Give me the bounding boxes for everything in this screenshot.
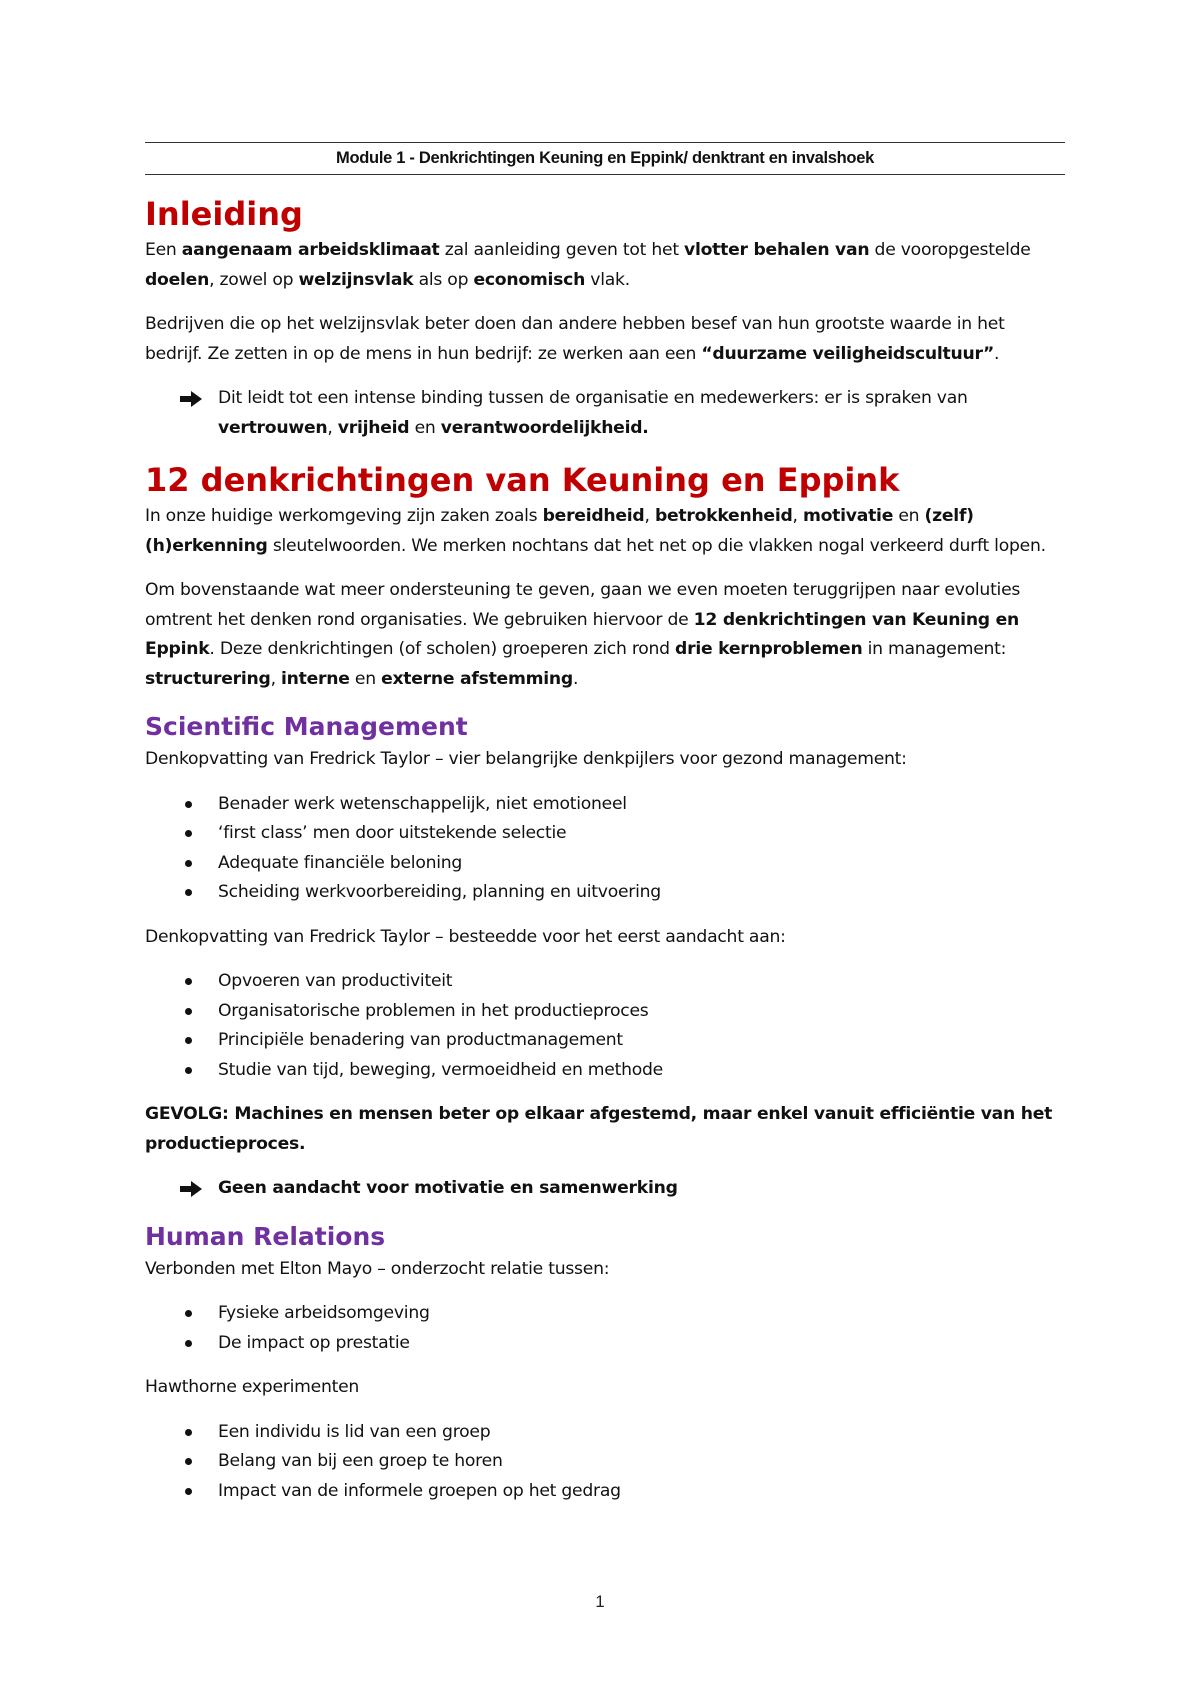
list-item: Een individu is lid van een groep — [145, 1418, 1065, 1448]
list-item: Adequate financiële beloning — [145, 849, 1065, 879]
paragraph-inleiding-1: Een aangenaam arbeidsklimaat zal aanleiding geven tot het vlotter behalen van de vooropgestelde doelen, zowel op welzijnsvlak als op economisch vlak. — [145, 240, 1031, 290]
bullet-icon — [185, 978, 192, 985]
document-body — [145, 192, 1065, 1521]
list-item: Organisatorische problemen in het productieproces — [145, 997, 1065, 1027]
paragraph-taylor-intro-1: Denkopvatting van Fredrick Taylor – vier belangrijke denkpijlers voor gezond management: — [145, 749, 907, 769]
list-item: Belang van bij een groep te horen — [145, 1447, 1065, 1477]
bullet-icon — [185, 1488, 192, 1495]
list-item: Studie van tijd, beweging, vermoeidheid en methode — [145, 1056, 1065, 1086]
bullet-icon — [185, 1340, 192, 1347]
arrow-point-no-attention: Geen aandacht voor motivatie en samenwerking — [145, 1174, 1065, 1204]
bullet-icon — [185, 1458, 192, 1465]
list-mayo-relation — [145, 1299, 1065, 1358]
list-taylor-pillars — [145, 790, 1065, 908]
bullet-icon — [185, 830, 192, 837]
paragraph-gevolg: GEVOLG: Machines en mensen beter op elkaar afgestemd, maar enkel vanuit efficiëntie van het productieproces. — [145, 1104, 1053, 1154]
list-hawthorne — [145, 1418, 1065, 1507]
paragraph-inleiding-2: Bedrijven die op het welzijnsvlak beter doen dan andere hebben besef van hun grootste waarde in het bedrijf. Ze zetten in op de mens in hun bedrijf: ze werken aan een “duurzame veiligheidscultuur”. — [145, 314, 1005, 364]
paragraph-denkrichtingen-2: Om bovenstaande wat meer ondersteuning te geven, gaan we even moeten teruggrijpen naar evoluties omtrent het denken rond organisaties. We gebruiken hiervoor de 12 denkrichtingen van Keuning en Eppink. Deze denkrichtingen (of scholen) groeperen zich rond drie kernproblemen in management: structurering, interne en externe afstemming. — [145, 580, 1021, 689]
heading-denkrichtingen: 12 denkrichtingen van Keuning en Eppink — [145, 461, 900, 499]
paragraph-mayo-intro: Verbonden met Elton Mayo – onderzocht relatie tussen: — [145, 1258, 610, 1279]
bullet-icon — [185, 889, 192, 896]
heading-scientific-management: Scientific Management — [145, 712, 468, 741]
right-arrow-icon — [180, 1181, 202, 1197]
list-taylor-attention — [145, 967, 1065, 1085]
list-item: Scheiding werkvoorbereiding, planning en uitvoering — [145, 878, 1065, 908]
list-item: De impact op prestatie — [145, 1329, 1065, 1359]
paragraph-denkrichtingen-1: In onze huidige werkomgeving zijn zaken zoals bereidheid, betrokkenheid, motivatie en (zelf) (h)erkenning sleutelwoorden. We merken nochtans dat het net op die vlakken nogal verkeerd durft lopen. — [145, 506, 1046, 556]
bullet-icon — [185, 801, 192, 808]
right-arrow-icon — [180, 391, 202, 407]
bullet-icon — [185, 1310, 192, 1317]
bullet-icon — [185, 1429, 192, 1436]
bullet-icon — [185, 1067, 192, 1074]
page-header — [145, 142, 1065, 175]
paragraph-taylor-intro-2: Denkopvatting van Fredrick Taylor – besteedde voor het eerst aandacht aan: — [145, 926, 786, 947]
page-number: 1 — [595, 1592, 605, 1611]
list-item: ‘first class’ men door uitstekende selectie — [145, 819, 1065, 849]
list-item: Impact van de informele groepen op het gedrag — [145, 1477, 1065, 1507]
list-item: Principiële benadering van productmanagement — [145, 1026, 1065, 1056]
list-item: Fysieke arbeidsomgeving — [145, 1299, 1065, 1329]
arrow-point-binding: Dit leidt tot een intense binding tussen de organisatie en medewerkers: er is spraken van vertrouwen, vrijheid en verantwoordelijkheid. — [145, 384, 1065, 443]
heading-inleiding: Inleiding — [145, 195, 303, 233]
paragraph-hawthorne: Hawthorne experimenten — [145, 1377, 360, 1397]
header-title: Module 1 - Denkrichtingen Keuning en Eppink/ denktrant en invalshoek — [336, 149, 874, 167]
list-item: Benader werk wetenschappelijk, niet emotioneel — [145, 790, 1065, 820]
heading-human-relations: Human Relations — [145, 1221, 386, 1251]
list-item: Opvoeren van productiviteit — [145, 967, 1065, 997]
bullet-icon — [185, 860, 192, 867]
bullet-icon — [185, 1008, 192, 1015]
bullet-icon — [185, 1037, 192, 1044]
